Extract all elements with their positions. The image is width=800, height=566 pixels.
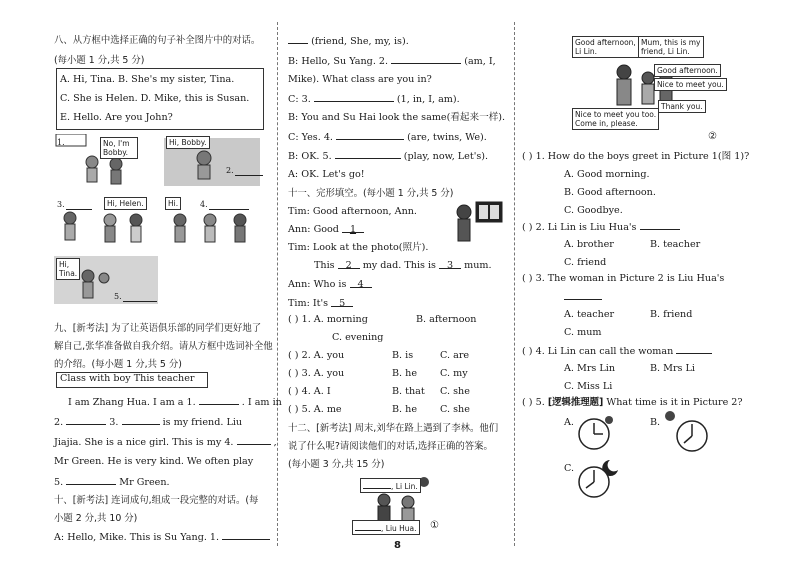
question-line: ( ) 5.: [522, 397, 545, 408]
picture-1-bubble: [360, 478, 421, 493]
option-label: A.: [564, 417, 574, 428]
passage-text: 5.: [54, 477, 64, 488]
answer-blank[interactable]: [199, 393, 239, 405]
passage-text: 3.: [109, 417, 119, 428]
question-line: ( ) 4. A. I: [288, 386, 331, 397]
dialogue-line: C: Yes. 4.: [288, 132, 333, 143]
answer-blank[interactable]: [123, 290, 157, 302]
dialogue-line: A: Hello, Mike. This is Su Yang. 1.: [54, 532, 220, 543]
bubble-nice-to-meet: Nice to meet you.: [654, 78, 727, 91]
bubble-text: Come in, please.: [575, 119, 638, 128]
photo-illustration: [450, 198, 506, 244]
answer-blank[interactable]: [676, 342, 712, 354]
dialogue-line: A: OK. Let's go!: [288, 169, 365, 180]
option-line: E. Hello. Are you John?: [60, 112, 173, 123]
cloze-blank[interactable]: 2: [338, 257, 360, 269]
section-11-title: 十一、完形填空。(每小题 1 分,共 5 分): [288, 188, 454, 199]
bubble-text: Nice to meet you too.: [575, 110, 657, 119]
option-text: B. afternoon: [416, 314, 477, 325]
section-9-title: 解自己,张华准备做自我介绍。请从方框中选词补全他: [54, 341, 273, 352]
section-10-title: 十、[新考法] 连词成句,组成一段完整的对话。(每: [54, 495, 259, 506]
option-text: B. Good afternoon.: [564, 187, 656, 198]
dialogue-line: Mike). What class are you in?: [288, 74, 432, 85]
question-tag: [逻辑推理题]: [547, 397, 604, 408]
section-8-score: (每小题 1 分,共 5 分): [54, 55, 145, 66]
word-box-words: Class with boy This teacher: [60, 373, 195, 384]
option-text: B. is: [392, 350, 414, 361]
bubble-text: Li Lin.: [575, 47, 598, 56]
dialogue-line: C: 3.: [288, 94, 311, 105]
question-line: ( ) 3. A. you: [288, 368, 345, 379]
option-text: A. Good morning.: [564, 169, 650, 180]
section-9-title: 九、[新考法] 为了让英语俱乐部的同学们更好地了: [54, 323, 262, 334]
passage-text: . I am in: [241, 397, 282, 408]
passage-text: Mr Green. He is very kind. We often play: [54, 456, 254, 467]
page-number: 8: [394, 540, 401, 551]
dialogue-line: my dad. This is: [362, 260, 436, 271]
option-line: A. Hi, Tina. B. She's my sister, Tina.: [60, 74, 235, 85]
picture-2-label: 2.: [226, 166, 234, 175]
answer-blank[interactable]: [209, 198, 249, 210]
option-text: B. friend: [650, 309, 693, 320]
picture-2-bubble: Hi, Bobby.: [166, 136, 210, 149]
option-text: C. Goodbye.: [564, 205, 623, 216]
section-12-title: 十二、[新考法] 周末,刘华在路上遇到了李林。他们: [288, 423, 499, 434]
option-text: B. teacher: [650, 239, 701, 250]
dialogue-line: Tim: Look at the photo(照片).: [288, 242, 429, 253]
cloze-blank[interactable]: 3: [439, 257, 461, 269]
dialogue-line: B: You and Su Hai look the same(看起来一样).: [288, 112, 506, 123]
section-12-title: 说了什么呢?请阅读他们的对话,选择正确的答案。: [288, 441, 493, 452]
column-divider: [514, 22, 515, 546]
section-12-title: (每小题 3 分,共 15 分): [288, 459, 385, 470]
answer-blank[interactable]: [391, 52, 461, 64]
dialogue-line: Tim: It's: [288, 298, 329, 309]
option-text: B. that: [392, 386, 425, 397]
passage-text: ,: [273, 437, 277, 448]
option-label: B.: [650, 417, 661, 428]
bubble-text: friend, Li Lin.: [641, 47, 690, 56]
dialogue-line: B: OK. 5.: [288, 151, 332, 162]
answer-blank[interactable]: [355, 522, 381, 531]
passage-text: Jiajia. She is a nice girl. This is my 4.: [54, 437, 234, 448]
option-line: C. She is Helen. D. Mike, this is Susan.: [60, 93, 250, 104]
clock-b-icon: [662, 408, 710, 454]
dialogue-line: (play, now, Let's).: [403, 151, 489, 162]
picture-1-bubble: No, I'm Bobby.: [100, 137, 138, 159]
picture-1-label: 1.: [57, 138, 65, 147]
column-1: [54, 0, 282, 566]
option-text: C. are: [440, 350, 470, 361]
picture-5-label: 5.: [114, 292, 122, 301]
answer-blank[interactable]: [564, 288, 602, 300]
section-9-title: 的介绍。(每小题 1 分,共 5 分): [54, 359, 182, 370]
bubble-good-afternoon: [572, 36, 639, 58]
dialogue-line: (1, in, I, am).: [396, 94, 460, 105]
option-text: C. she: [440, 404, 470, 415]
answer-blank[interactable]: [66, 473, 116, 485]
option-text: A. brother: [564, 239, 614, 250]
picture-3-bubble: Hi, Helen.: [104, 197, 147, 210]
option-text: C. friend: [564, 257, 607, 268]
bubble-nice-too: [572, 108, 659, 130]
option-text: A. Mrs Lin: [564, 363, 616, 374]
dialogue-line: (are, twins, We).: [407, 132, 487, 143]
option-text: B. he: [392, 404, 418, 415]
dialogue-line: mum.: [464, 260, 492, 271]
question-line: ( ) 2. Li Lin is Liu Hua's: [522, 222, 637, 233]
column-divider: [277, 22, 278, 546]
option-label: C.: [564, 463, 575, 474]
dialogue-line: Tim: Good afternoon, Ann.: [288, 206, 417, 217]
bubble-text: Mum, this is my: [641, 38, 701, 47]
dialogue-line: (friend, She, my, is).: [311, 36, 409, 47]
cloze-blank[interactable]: 1: [342, 221, 364, 233]
bubble-good-afternoon-2: Good afternoon.: [654, 64, 721, 77]
question-line: ( ) 3. The woman in Picture 2 is Liu Hua's: [522, 273, 725, 284]
clock-c-icon: [576, 458, 622, 500]
option-text: C. she: [440, 386, 470, 397]
picture-number: ②: [708, 131, 717, 142]
answer-blank[interactable]: [122, 413, 160, 425]
passage-text: Mr Green.: [119, 477, 170, 488]
passage-text: is my friend. Liu: [162, 417, 243, 428]
bubble-text: Good afternoon,: [575, 38, 636, 47]
picture-3-label: 3.: [57, 200, 65, 209]
picture-5-bubble: Hi, Tina.: [56, 258, 80, 280]
answer-blank[interactable]: [314, 90, 394, 102]
answer-blank[interactable]: [237, 433, 271, 445]
dialogue-line: B: Hello, Su Yang. 2.: [288, 56, 389, 67]
picture-number: ①: [430, 520, 439, 531]
answer-blank[interactable]: [640, 218, 680, 230]
option-text: C. Miss Li: [564, 381, 613, 392]
clock-a-icon: [576, 414, 616, 454]
question-line: ( ) 1. How do the boys greet in Picture 1(图 1)?: [522, 151, 750, 162]
dialogue-line: Ann: Good: [288, 224, 339, 235]
answer-blank[interactable]: [335, 147, 401, 159]
answer-blank[interactable]: [336, 128, 404, 140]
column-3: [522, 0, 754, 566]
question-line: ( ) 5. A. me: [288, 404, 342, 415]
question-line: ( ) 1. A. morning: [288, 314, 368, 325]
question-line: What time is it in Picture 2?: [606, 397, 743, 408]
option-text: B. he: [392, 368, 418, 379]
picture-1-bubble: [352, 520, 420, 535]
bubble-text: , Liu Hua.: [381, 524, 417, 533]
dialogue-line: (am, I,: [464, 56, 496, 67]
cloze-blank[interactable]: 5: [331, 295, 353, 307]
option-text: C. mum: [564, 327, 602, 338]
answer-blank[interactable]: [66, 198, 92, 210]
option-text: C. my: [440, 368, 468, 379]
answer-blank[interactable]: [66, 413, 106, 425]
answer-blank[interactable]: [235, 164, 263, 176]
answer-blank[interactable]: [363, 480, 391, 489]
bubble-text: , Li Lin.: [391, 482, 418, 491]
question-line: ( ) 4. Li Lin can call the woman: [522, 346, 674, 357]
answer-blank[interactable]: [222, 528, 270, 540]
dialogue-line: This: [314, 260, 335, 271]
dialogue-line: Ann: Who is: [288, 279, 347, 290]
section-8-title: 八、从方框中选择正确的句子补全图片中的对话。: [54, 35, 261, 46]
cloze-blank[interactable]: 4: [350, 276, 372, 288]
option-text: C. evening: [332, 332, 384, 343]
section-10-title: 小题 2 分,共 10 分): [54, 513, 138, 524]
option-text: A. teacher: [564, 309, 615, 320]
picture-4-bubble: Hi.: [165, 197, 181, 210]
passage-text: I am Zhang Hua. I am a 1.: [68, 397, 196, 408]
bubble-mum-this-is: [638, 36, 704, 58]
question-line: ( ) 2. A. you: [288, 350, 345, 361]
bubble-thank-you: Thank you.: [658, 100, 706, 113]
passage-text: 2.: [54, 417, 64, 428]
picture-4-label: 4.: [200, 200, 208, 209]
answer-blank[interactable]: [288, 32, 308, 44]
option-text: B. Mrs Li: [650, 363, 695, 374]
column-2: [288, 0, 510, 566]
